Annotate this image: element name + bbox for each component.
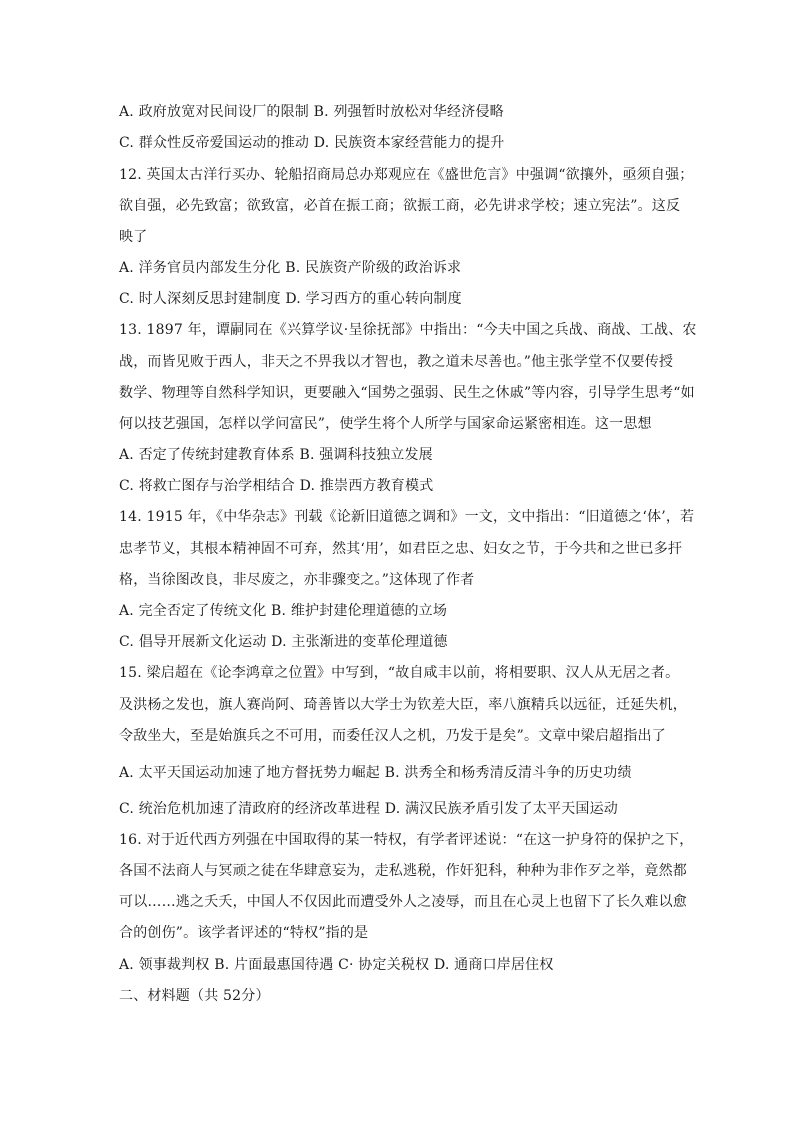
q16-stem-line3: 可以……逃之夭夭，中国人不仅因此而遭受外人之凌辱，而且在心灵上也留下了长久难以愈 xyxy=(119,894,687,910)
q16-stem-line2: 各国不法商人与冥顽之徒在华肆意妄为，走私逃税，作奸犯科，种种为非作歹之举，竟然都 xyxy=(119,863,687,879)
q15-options-ab: A. 太平天国运动加速了地方督抚势力崛起 B. 洪秀全和杨秀清反清斗争的历史功绩 xyxy=(119,765,632,781)
q13-stem-line3: 数学、物理等自然科学知识，更要融入“国势之强弱、民生之休戚”等内容，引导学生思考“如 xyxy=(119,385,695,401)
q15-options-cd: C. 统治危机加速了清政府的经济改革进程 D. 满汉民族矛盾引发了太平天国运动 xyxy=(119,801,618,817)
q11-options-ab: A. 政府放宽对民间设厂的限制 B. 列强暂时放松对华经济侵略 xyxy=(119,104,504,120)
q13-options-ab: A. 否定了传统封建教育体系 B. 强调科技独立发展 xyxy=(119,447,433,463)
q13-stem-line2: 战，而皆见败于西人，非天之不畀我以才智也，教之道未尽善也。”他主张学堂不仅要传授 xyxy=(119,354,674,370)
q12-options-cd: C. 时人深刻反思封建制度 D. 学习西方的重心转向制度 xyxy=(119,291,462,307)
q16-options: A. 领事裁判权 B. 片面最惠国待遇 C· 协定关税权 D. 通商口岸居住权 xyxy=(119,957,554,973)
q16-stem-line1: 16. 对于近代西方列强在中国取得的某一特权，有学者评述说：“在这一护身符的保护之下， xyxy=(119,832,694,848)
q13-options-cd: C. 将救亡图存与治学相结合 D. 推崇西方教育模式 xyxy=(119,478,434,494)
q12-stem-line1: 12. 英国太古洋行买办、轮船招商局总办郑观应在《盛世危言》中强调“欲攘外，亟须自强； xyxy=(119,167,694,183)
q13-stem-line4: 何以技艺强国，怎样以学问富民”，使学生将个人所学与国家命运紧密相连。这一思想 xyxy=(119,416,652,432)
q14-options-ab: A. 完全否定了传统文化 B. 维护封建伦理道德的立场 xyxy=(119,603,448,619)
q14-stem-line2: 忠孝节义，其根本精神固不可弃，然其‘用’，如君臣之忠、妇女之节，于今共和之世已多扞 xyxy=(119,541,683,557)
q15-stem-line2: 及洪杨之发也，旗人赛尚阿、琦善皆以大学士为钦差大臣，率八旗精兵以远征，迁延失机， xyxy=(119,697,687,713)
q13-stem-line1: 13. 1897 年，谭嗣同在《兴算学议·呈徐抚部》中指出：“今夫中国之兵战、商战、工战、农 xyxy=(119,322,697,338)
q15-stem-line1: 15. 梁启超在《论李鸿章之位置》中写到，“故自咸丰以前，将相要职、汉人从无居之者。 xyxy=(119,665,680,681)
q12-options-ab: A. 洋务官员内部发生分化 B. 民族资产阶级的政治诉求 xyxy=(119,260,462,276)
q12-stem-line3: 映了 xyxy=(119,229,148,245)
q11-options-cd: C. 群众性反帝爱国运动的推动 D. 民族资本家经营能力的提升 xyxy=(119,135,505,151)
q14-stem-line3: 格，当徐图改良，非尽废之，亦非骤变之。”这体现了作者 xyxy=(119,572,475,588)
q12-stem-line2: 欲自强，必先致富；欲致富，必首在振工商；欲振工商，必先讲求学校；速立宪法”。这反 xyxy=(119,198,681,214)
section-heading-material: 二、材料题（共 52分） xyxy=(119,988,270,1004)
q14-stem-line1: 14. 1915 年，《中华杂志》刊载《论新旧道德之调和》一文，文中指出：“旧道德之‘体’，若 xyxy=(119,509,695,525)
q16-stem-line4: 合的创伤”。该学者评述的“特权”指的是 xyxy=(119,925,369,941)
q15-stem-line3: 令敌坐大，至是始旗兵之不可用，而委任汉人之机，乃发于是矣”。文章中梁启超指出了 xyxy=(119,728,666,744)
q14-options-cd: C. 倡导开展新文化运动 D. 主张渐进的变革伦理道德 xyxy=(119,634,448,650)
